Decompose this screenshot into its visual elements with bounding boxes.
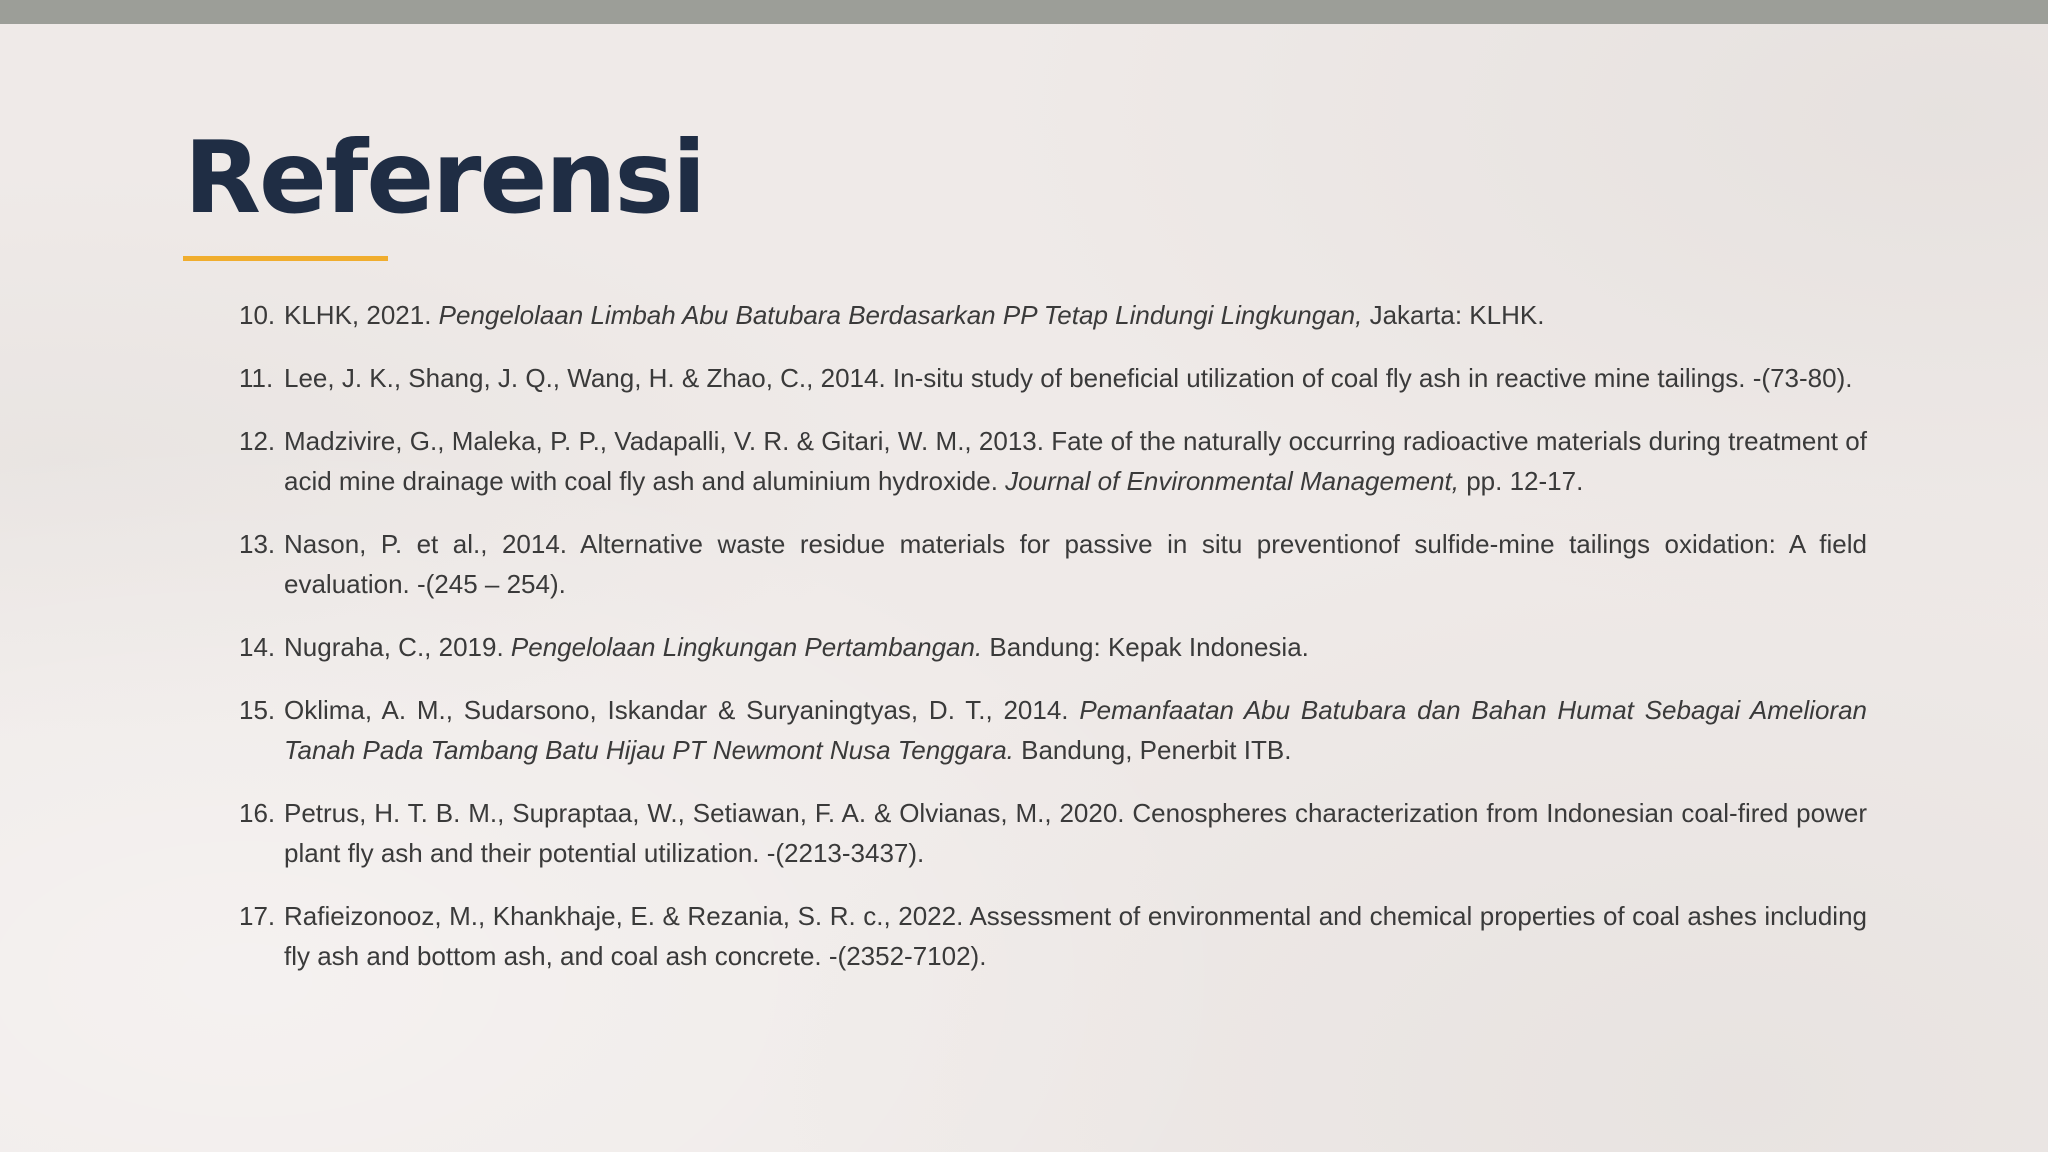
reference-number	[212, 295, 284, 335]
reference-text	[284, 793, 1867, 873]
reference-plain-text: Bandung: Kepak Indonesia.	[982, 632, 1309, 662]
reference-text	[284, 524, 1867, 604]
list-item	[212, 421, 1867, 501]
reference-text	[284, 421, 1867, 501]
reference-plain-text: pp. 12-17.	[1458, 466, 1584, 496]
reference-plain-text: Lee, J. K., Shang, J. Q., Wang, H. & Zhao, C., 2014. In-situ study of beneficial utilization of coal fly ash in reactive mine tailings. -(73-80).	[284, 363, 1853, 393]
reference-text	[284, 358, 1867, 398]
reference-number-label: 12.	[239, 426, 276, 456]
reference-number-label: 14.	[239, 632, 276, 662]
reference-plain-text: Oklima, A. M., Sudarsono, Iskandar & Suryaningtyas, D. T., 2014.	[284, 695, 1080, 725]
list-item	[212, 627, 1867, 667]
list-item	[212, 690, 1867, 770]
reference-italic-title: Journal of Environmental Management,	[1005, 466, 1459, 496]
reference-text	[284, 295, 1867, 335]
reference-number-label: 11.	[239, 363, 274, 393]
reference-number	[212, 896, 284, 976]
reference-number-label: 17.	[239, 901, 276, 931]
reference-number-label: 10.	[239, 300, 276, 330]
list-item	[212, 295, 1867, 335]
top-accent-bar	[0, 0, 2048, 24]
reference-number	[212, 793, 284, 873]
reference-list	[212, 295, 1867, 999]
reference-italic-title: Pengelolaan Lingkungan Pertambangan.	[510, 632, 983, 662]
reference-text	[284, 896, 1867, 976]
reference-plain-text: KLHK, 2021.	[284, 300, 439, 330]
list-item	[212, 896, 1867, 976]
reference-plain-text: Bandung, Penerbit ITB.	[1013, 735, 1292, 765]
reference-plain-text: Petrus, H. T. B. M., Supraptaa, W., Setiawan, F. A. & Olvianas, M., 2020. Cenospheres characterization from Indonesian coal-fired power plant fly ash and their potential utilization. -(2213-3437).	[284, 798, 1867, 868]
list-item	[212, 358, 1867, 398]
reference-number-label: 15.	[239, 695, 276, 725]
page-title: Referensi	[184, 119, 705, 236]
reference-plain-text: Nugraha, C., 2019.	[284, 632, 511, 662]
reference-number	[212, 421, 284, 501]
reference-plain-text: Nason, P. et al., 2014. Alternative waste residue materials for passive in situ preventionof sulfide-mine tailings oxidation: A field evaluation. -(245 – 254).	[284, 529, 1867, 599]
reference-italic-title: Pengelolaan Limbah Abu Batubara Berdasarkan PP Tetap Lindungi Lingkungan,	[438, 300, 1363, 330]
title-underline	[183, 256, 388, 261]
reference-plain-text: Jakarta: KLHK.	[1362, 300, 1545, 330]
reference-number	[212, 358, 284, 398]
reference-number	[212, 524, 284, 604]
reference-number	[212, 690, 284, 770]
reference-italic-title: Pemanfaatan Abu Batubara dan Bahan Humat Sebagai Amelioran Tanah Pada Tambang Batu Hijau PT Newmont Nusa Tenggara.	[284, 695, 1867, 765]
reference-text	[284, 627, 1867, 667]
reference-number-label: 13.	[239, 529, 276, 559]
list-item	[212, 793, 1867, 873]
reference-number	[212, 627, 284, 667]
reference-plain-text: Rafieizonooz, M., Khankhaje, E. & Rezania, S. R. c., 2022. Assessment of environmental and chemical properties of coal ashes including fly ash and bottom ash, and coal ash concrete. -(2352-7102).	[284, 901, 1867, 971]
reference-text	[284, 690, 1867, 770]
reference-number-label: 16.	[239, 798, 276, 828]
list-item	[212, 524, 1867, 604]
reference-plain-text: Madzivire, G., Maleka, P. P., Vadapalli, V. R. & Gitari, W. M., 2013. Fate of the naturally occurring radioactive materials during treatment of acid mine drainage with coal fly ash and aluminium hydroxide.	[284, 426, 1867, 496]
